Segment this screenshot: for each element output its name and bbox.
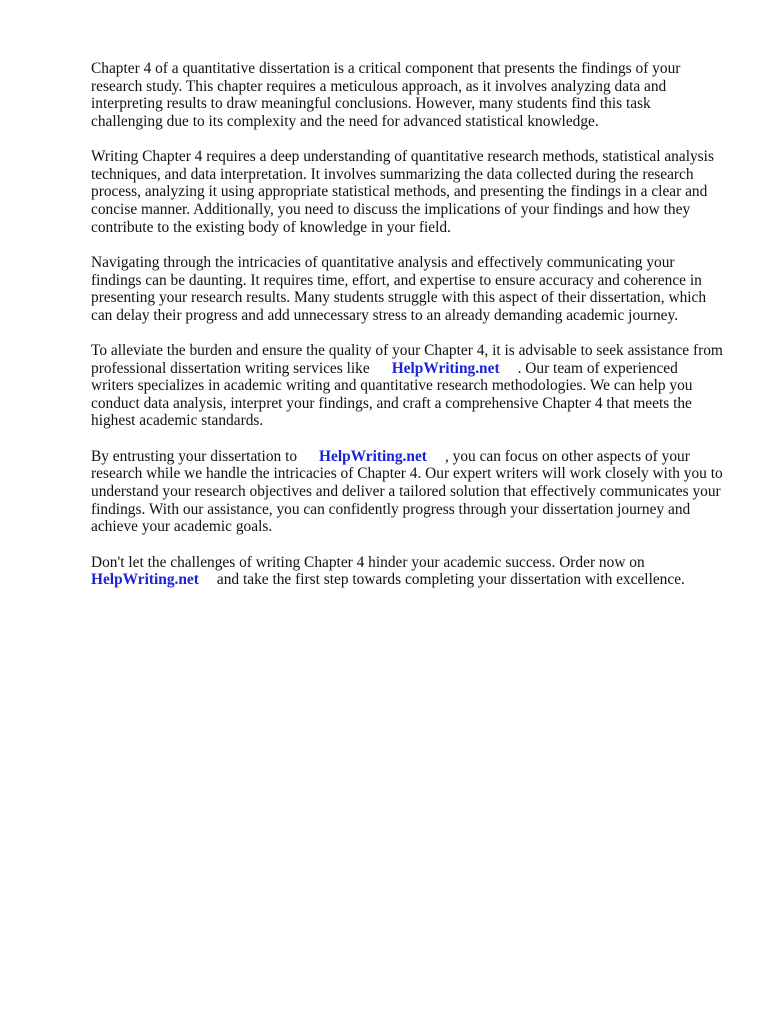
helpwriting-link-2[interactable]: HelpWriting.net bbox=[319, 447, 427, 465]
paragraph-assistance-text-start: To alleviate the burden and ensure the quality of your Chapter 4, it is advisable to seek assistance from professional dissertation writing services like bbox=[91, 342, 723, 377]
helpwriting-link-3[interactable]: HelpWriting.net bbox=[91, 571, 199, 589]
paragraph-challenges: Navigating through the intricacies of quantitative analysis and effectively communicating your findings can be daunting. It requires time, effort, and expertise to ensure accuracy and coherence in presenting your research results. Many students struggle with this aspect of their dissertation, which can delay their progress and add unnecessary stress to an already demanding academic journey. bbox=[91, 253, 707, 324]
paragraph-order-text-start: Don't let the challenges of writing Chapter 4 hinder your academic success. Order now on bbox=[91, 553, 645, 571]
paragraph-entrusting bbox=[91, 448, 723, 536]
paragraph-assistance bbox=[91, 342, 723, 430]
paragraph-requirements: Writing Chapter 4 requires a deep understanding of quantitative research methods, statistical analysis techniques, and data interpretation. It involves summarizing the data collected during the research process, analyzing it using appropriate statistical methods, and presenting the findings in a clear and concise manner. Additionally, you need to discuss the implications of your findings and how they contribute to the existing body of knowledge in your field. bbox=[91, 148, 714, 236]
paragraph-order-text-end: and take the first step towards completing your dissertation with excellence. bbox=[216, 571, 685, 589]
paragraph-order bbox=[91, 554, 723, 589]
document-body bbox=[91, 60, 723, 607]
paragraph-assistance-text-end: . Our team of experienced writers specializes in academic writing and quantitative research methodologies. We can help you conduct data analysis, interpret your findings, and craft a comprehensive Chapter 4 that meets the highest academic standards. bbox=[91, 359, 693, 430]
paragraph-entrusting-text-end: , you can focus on other aspects of your research while we handle the intricacies of Chapter 4. Our expert writers will work closely with you to understand your research objectives and deliver a tailored solution that effectively communicates your findings. With our assistance, you can confidently progress through your dissertation journey and achieve your academic goals. bbox=[91, 447, 723, 536]
paragraph-entrusting-text-start: By entrusting your dissertation to bbox=[91, 447, 298, 465]
paragraph-intro: Chapter 4 of a quantitative dissertation is a critical component that presents the findings of your research study. This chapter requires a meticulous approach, as it involves analyzing data and interpreting results to draw meaningful conclusions. However, many students find this task challenging due to its complexity and the need for advanced statistical knowledge. bbox=[91, 60, 681, 130]
helpwriting-link-1[interactable]: HelpWriting.net bbox=[391, 359, 500, 377]
